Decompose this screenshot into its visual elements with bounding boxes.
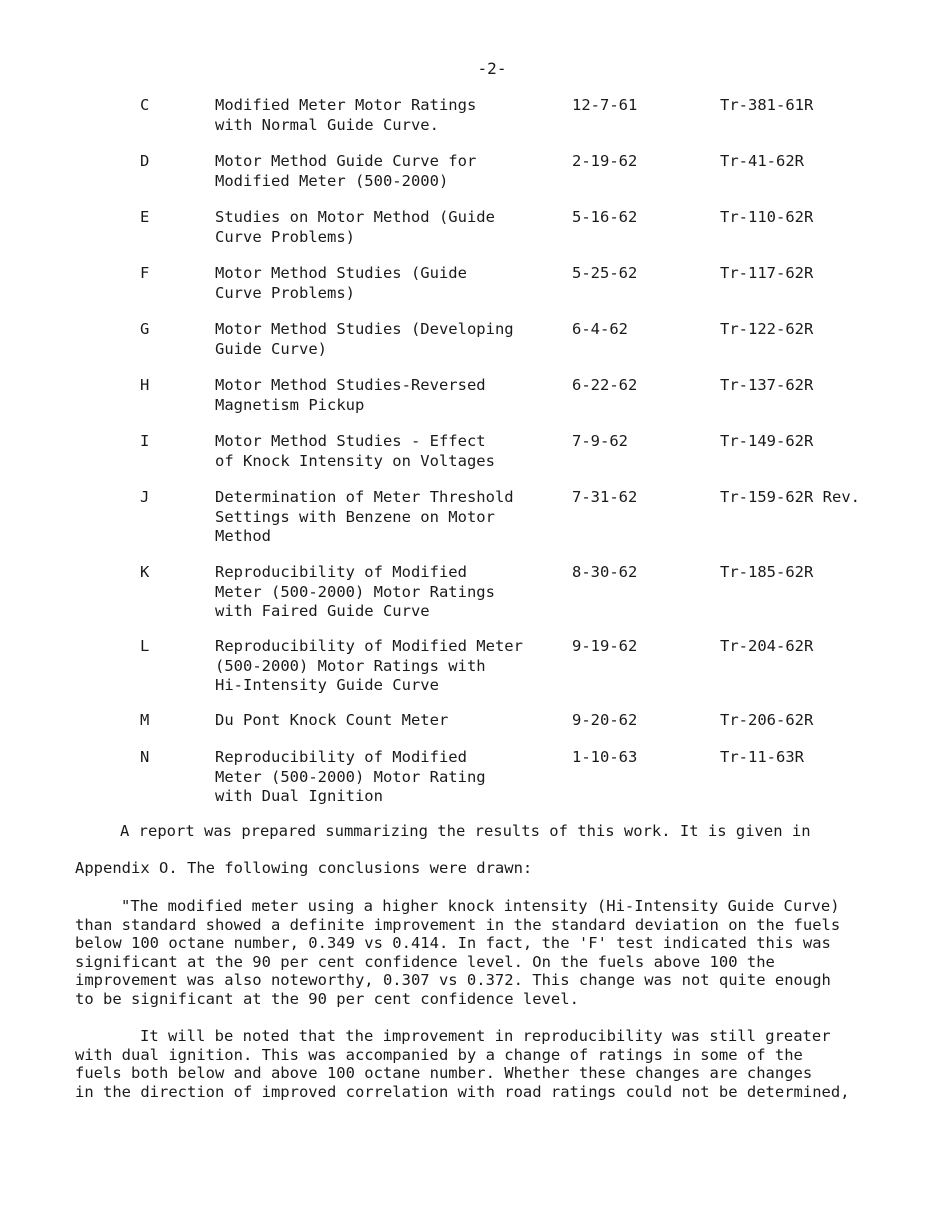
quote-line: below 100 octane number, 0.349 vs 0.414. In fact, the 'F' test indicated this was — [75, 934, 831, 952]
body-line: fuels both below and above 100 octane number. Whether these changes are changes — [75, 1064, 813, 1082]
quote-line: improvement was also noteworthy, 0.307 vs 0.372. This change was not quite enough — [75, 971, 831, 989]
entry-title-line: Motor Method Studies-Reversed — [215, 376, 486, 394]
entry-title-line: Motor Method Studies (Guide — [215, 264, 467, 282]
entry-date: 5-16-62 — [572, 208, 638, 226]
entry-letter: E — [140, 208, 150, 226]
entry-title-line: Curve Problems) — [215, 227, 355, 246]
entry-title — [215, 208, 555, 247]
entry-title-line: with Faired Guide Curve — [215, 602, 430, 620]
entry-letter: G — [140, 320, 150, 338]
entry-report-number: Tr-381-61R — [720, 96, 814, 114]
entry-title — [215, 488, 555, 547]
entry-title-line: Settings with Benzene on Motor — [215, 507, 495, 526]
entry-letter: J — [140, 488, 150, 506]
entry-report-number: Tr-117-62R — [720, 264, 814, 282]
entry-date: 9-20-62 — [572, 711, 638, 729]
entry-title-line: Reproducibility of Modified — [215, 563, 467, 581]
intro-line: Appendix O. The following conclusions were drawn: — [75, 859, 533, 877]
entry-letter: I — [140, 432, 150, 450]
entry-title-line: with Normal Guide Curve. — [215, 115, 439, 134]
entry-title-line: of Knock Intensity on Voltages — [215, 451, 495, 470]
entry-title-line: Studies on Motor Method (Guide — [215, 208, 495, 226]
entry-title-line: Guide Curve) — [215, 339, 327, 358]
entry-letter: N — [140, 748, 150, 766]
entry-title-line: Method — [215, 527, 271, 545]
entry-title-line: Determination of Meter Threshold — [215, 488, 514, 506]
entry-date: 6-4-62 — [572, 320, 628, 338]
entry-title-line: Motor Method Studies - Effect — [215, 432, 486, 450]
entry-letter: M — [140, 711, 150, 729]
entry-date: 8-30-62 — [572, 563, 638, 581]
body-line: in the direction of improved correlation with road ratings could not be determined, — [75, 1082, 850, 1101]
entry-report-number: Tr-204-62R — [720, 637, 814, 655]
entry-title-line: Motor Method Studies (Developing — [215, 320, 514, 338]
entry-title-line: Reproducibility of Modified — [215, 748, 467, 766]
quote-line: to be significant at the 90 per cent confidence level. — [75, 989, 579, 1008]
quote-line: than standard showed a definite improvement in the standard deviation on the fuels — [75, 915, 841, 934]
entry-title-line: with Dual Ignition — [215, 787, 383, 805]
entry-report-number: Tr-122-62R — [720, 320, 814, 338]
entry-report-number: Tr-110-62R — [720, 208, 814, 226]
entry-title-line: Modified Meter Motor Ratings — [215, 96, 477, 114]
body-line: It will be noted that the improvement in reproducibility was still greater — [140, 1027, 831, 1045]
entry-date: 6-22-62 — [572, 376, 638, 394]
entry-date: 7-31-62 — [572, 488, 638, 506]
entry-report-number: Tr-137-62R — [720, 376, 814, 394]
quote-line: "The modified meter using a higher knock intensity (Hi-Intensity Guide Curve) — [121, 897, 840, 915]
body-line: with dual ignition. This was accompanied by a change of ratings in some of the — [75, 1045, 803, 1064]
entry-report-number: Tr-41-62R — [720, 152, 804, 170]
entry-title — [215, 748, 555, 807]
entry-title-line: Meter (500-2000) Motor Ratings — [215, 582, 495, 601]
entry-title — [215, 432, 555, 471]
entry-date: 7-9-62 — [572, 432, 628, 450]
entry-letter: C — [140, 96, 150, 114]
entry-letter: F — [140, 264, 150, 282]
page-number: -2- — [477, 59, 507, 78]
entry-date: 5-25-62 — [572, 264, 638, 282]
entry-report-number: Tr-149-62R — [720, 432, 814, 450]
entry-title-line: Meter (500-2000) Motor Rating — [215, 767, 486, 786]
entry-date: 12-7-61 — [572, 96, 638, 114]
entry-title — [215, 711, 555, 731]
quote-line: significant at the 90 per cent confidence level. On the fuels above 100 the — [75, 952, 775, 971]
entry-letter: L — [140, 637, 150, 655]
entry-title-line: (500-2000) Motor Ratings with — [215, 656, 486, 675]
entry-letter: K — [140, 563, 150, 581]
entry-report-number: Tr-206-62R — [720, 711, 814, 729]
entry-title-line: Hi-Intensity Guide Curve — [215, 676, 439, 694]
entry-title — [215, 563, 555, 622]
entry-report-number: Tr-11-63R — [720, 748, 804, 766]
entry-title — [215, 637, 555, 696]
entry-title-line: Du Pont Knock Count Meter — [215, 711, 449, 729]
intro-line: A report was prepared summarizing the results of this work. It is given in — [120, 822, 811, 840]
entry-letter: H — [140, 376, 150, 394]
entry-letter: D — [140, 152, 150, 170]
entry-title-line: Curve Problems) — [215, 283, 355, 302]
entry-date: 1-10-63 — [572, 748, 638, 766]
entry-title — [215, 96, 555, 135]
entry-title — [215, 376, 555, 415]
entry-date: 9-19-62 — [572, 637, 638, 655]
entry-report-number: Tr-185-62R — [720, 563, 814, 581]
entry-title — [215, 320, 555, 359]
entry-title-line: Modified Meter (500-2000) — [215, 171, 449, 190]
entry-title-line: Motor Method Guide Curve for — [215, 152, 477, 170]
entry-title-line: Reproducibility of Modified Meter — [215, 637, 523, 655]
entry-title — [215, 152, 555, 191]
entry-title-line: Magnetism Pickup — [215, 395, 365, 414]
entry-title — [215, 264, 555, 303]
entry-date: 2-19-62 — [572, 152, 638, 170]
entry-report-number: Tr-159-62R Rev. — [720, 488, 860, 506]
